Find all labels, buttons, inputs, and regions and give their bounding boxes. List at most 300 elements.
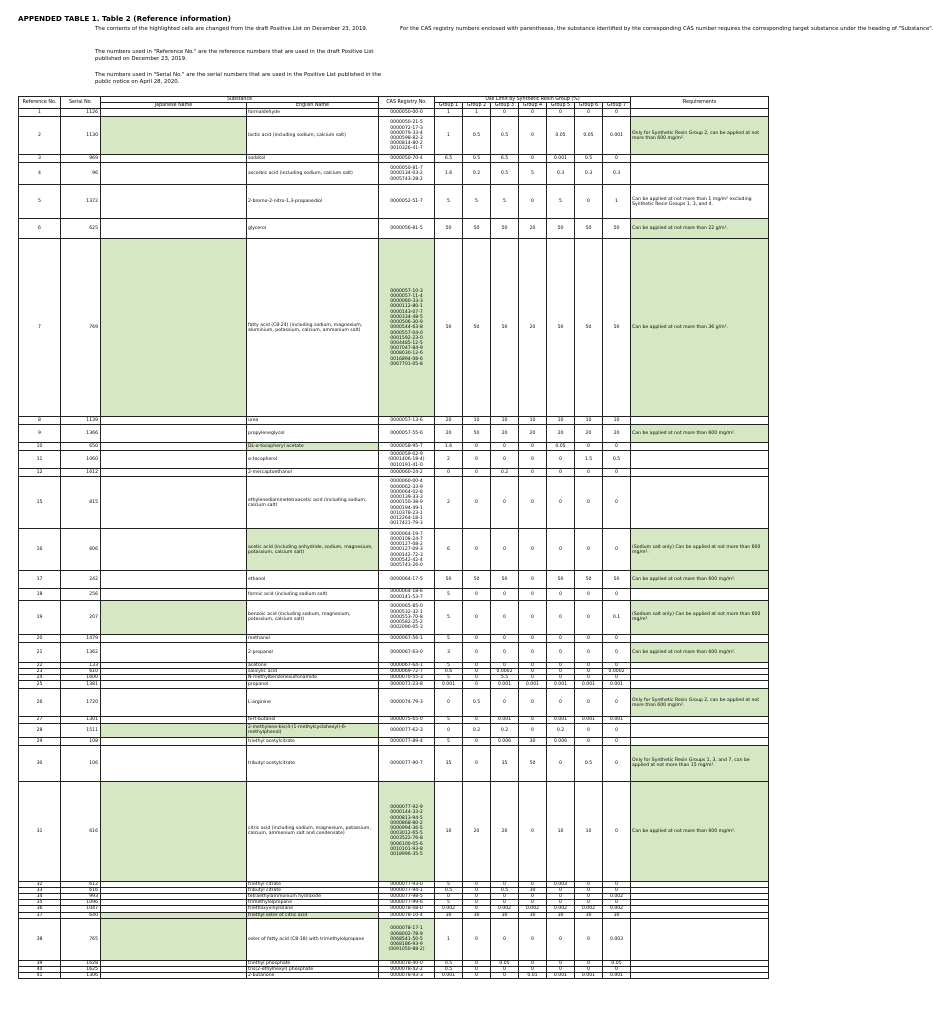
use-limit-group-1-cell: 0.5: [435, 887, 463, 893]
reference-no-cell: 37: [19, 912, 61, 918]
use-limit-group-4-cell: 0: [519, 662, 547, 668]
reference-no-cell: 23: [19, 669, 61, 675]
english-name-cell: ascorbic acid (including sodium, calcium salt): [247, 163, 379, 185]
english-name-cell: sorbitol: [247, 155, 379, 163]
table-row: [19, 918, 769, 960]
english-name-cell: N-methylbenzenesulfonamide: [247, 675, 379, 681]
requirements-cell: Can be applied at not more than 600 mg/m².: [631, 571, 769, 589]
use-limit-group-6-cell: 0.002: [575, 906, 603, 912]
use-limit-group-6-cell: 0.5: [575, 745, 603, 781]
use-limit-group-2-cell: 0: [463, 900, 491, 906]
table-row: [19, 571, 769, 589]
requirements-cell: Can be applied at not more than 600 mg/m².: [631, 642, 769, 662]
use-limit-group-6-cell: 0: [575, 469, 603, 477]
use-limit-group-3-cell: 0: [491, 443, 519, 451]
use-limit-group-5-cell: 0: [547, 477, 575, 529]
use-limit-group-6-cell: 20: [575, 425, 603, 443]
use-limit-group-2-cell: 0: [463, 881, 491, 887]
reference-no-cell: 33: [19, 887, 61, 893]
serial-no-cell: 1047: [61, 906, 101, 912]
use-limit-group-7-cell: 0.001: [603, 973, 631, 979]
use-limit-group-4-cell: 0: [519, 642, 547, 662]
serial-no-cell: 106: [61, 745, 101, 781]
use-limit-group-1-cell: 2: [435, 477, 463, 529]
use-limit-group-5-cell: 0: [547, 900, 575, 906]
use-limit-group-5-cell: 0.002: [547, 906, 575, 912]
use-limit-group-4-cell: 0.002: [519, 906, 547, 912]
use-limit-group-6-cell: 1.5: [575, 451, 603, 469]
use-limit-group-2-cell: 0: [463, 443, 491, 451]
english-name-cell: acetone: [247, 662, 379, 668]
cas-registry-no-cell: 0000078-40-0: [379, 960, 435, 966]
header-use-limit: Use Limit by Synthetic Resin Group (%): [435, 97, 631, 103]
requirements-cell: Can be applied at not more than 22 g/m².: [631, 219, 769, 239]
japanese-name-cell: [101, 185, 247, 219]
use-limit-group-5-cell: 10: [547, 781, 575, 881]
use-limit-group-1-cell: 5: [435, 589, 463, 600]
requirements-cell: [631, 634, 769, 642]
use-limit-group-7-cell: 0: [603, 967, 631, 973]
reference-no-cell: 39: [19, 960, 61, 966]
use-limit-group-7-cell: 0.5: [603, 451, 631, 469]
use-limit-group-3-cell: 0: [491, 600, 519, 634]
table-row: [19, 589, 769, 600]
cas-registry-no-cell: 0000078-10-4: [379, 912, 435, 918]
cas-registry-no-cell: 0000050-81-7 0000134-03-2 0005743-28-2: [379, 163, 435, 185]
use-limit-group-3-cell: 20: [491, 425, 519, 443]
english-name-cell: 2-bromo-2-nitro-1,3-propanediol: [247, 185, 379, 219]
use-limit-group-1-cell: 20: [435, 425, 463, 443]
serial-no-cell: 993: [61, 894, 101, 900]
use-limit-group-7-cell: 0: [603, 723, 631, 737]
use-limit-group-4-cell: 50: [519, 745, 547, 781]
use-limit-group-6-cell: 50: [575, 219, 603, 239]
use-limit-group-7-cell: 0: [603, 675, 631, 681]
table-row: [19, 600, 769, 634]
table-row: [19, 425, 769, 443]
use-limit-group-7-cell: 0: [603, 469, 631, 477]
cas-registry-no-cell: 0000077-92-9 0000144-33-2 0000813-94-5 0000868-80-2 0000994-36-5 0003012-65-5 0003522-76-8 0006100-05-6 0010101-93-8 0018996-35-5: [379, 781, 435, 881]
serial-no-cell: 625: [61, 219, 101, 239]
serial-no-cell: 1479: [61, 634, 101, 642]
table-row: [19, 477, 769, 529]
use-limit-group-7-cell: 0.002: [603, 894, 631, 900]
requirements-cell: [631, 973, 769, 979]
use-limit-group-7-cell: 0: [603, 109, 631, 117]
english-name-cell: tert-butanol: [247, 717, 379, 723]
serial-no-cell: 1096: [61, 900, 101, 906]
english-name-cell: triethyl ester of citric acid: [247, 912, 379, 918]
use-limit-group-5-cell: 0: [547, 529, 575, 571]
use-limit-group-7-cell: 0: [603, 689, 631, 717]
reference-no-cell: 25: [19, 681, 61, 689]
table-row: [19, 781, 769, 881]
note-cas-parentheses: For the CAS registry numbers enclosed with parentheses, the substance identified by the corresponding CAS number requires the corresponding target substance under the heading of "Substance".: [400, 26, 933, 32]
use-limit-group-3-cell: 0: [491, 589, 519, 600]
use-limit-group-5-cell: 0: [547, 642, 575, 662]
use-limit-group-2-cell: 0: [463, 973, 491, 979]
use-limit-group-3-cell: 0.001: [491, 681, 519, 689]
serial-no-cell: 606: [61, 529, 101, 571]
use-limit-group-7-cell: 0: [603, 634, 631, 642]
use-limit-group-5-cell: 0: [547, 745, 575, 781]
use-limit-group-7-cell: 0.002: [603, 906, 631, 912]
use-limit-group-7-cell: 50: [603, 239, 631, 417]
use-limit-group-6-cell: 0: [575, 185, 603, 219]
serial-no-cell: 1130: [61, 117, 101, 155]
cas-registry-no-cell: 0000077-62-3: [379, 723, 435, 737]
use-limit-group-3-cell: 0.2: [491, 723, 519, 737]
table-row: [19, 155, 769, 163]
table-row: [19, 529, 769, 571]
cas-registry-no-cell: 0000057-55-6: [379, 425, 435, 443]
table-row: [19, 163, 769, 185]
cas-registry-no-cell: 0000060-24-2: [379, 469, 435, 477]
use-limit-group-2-cell: 20: [463, 781, 491, 881]
serial-no-cell: 769: [61, 239, 101, 417]
use-limit-group-2-cell: 0: [463, 662, 491, 668]
header-group-2: Group 2: [463, 103, 491, 109]
serial-no-cell: 616: [61, 887, 101, 893]
use-limit-group-4-cell: 0: [519, 600, 547, 634]
serial-no-cell: 969: [61, 155, 101, 163]
use-limit-group-1-cell: 0.002: [435, 906, 463, 912]
use-limit-group-5-cell: 0.003: [547, 881, 575, 887]
cas-registry-no-cell: 0000064-18-6 0000141-53-7: [379, 589, 435, 600]
reference-no-cell: 3: [19, 155, 61, 163]
header-group-5: Group 5: [547, 103, 575, 109]
use-limit-group-2-cell: 0.2: [463, 723, 491, 737]
reference-no-cell: 12: [19, 469, 61, 477]
use-limit-group-3-cell: 0: [491, 967, 519, 973]
serial-no-cell: 1306: [61, 973, 101, 979]
reference-no-cell: 8: [19, 417, 61, 425]
use-limit-group-6-cell: 0: [575, 887, 603, 893]
use-limit-group-4-cell: 0: [519, 451, 547, 469]
use-limit-group-4-cell: 0: [519, 117, 547, 155]
english-name-cell: formaldehyde: [247, 109, 379, 117]
use-limit-group-5-cell: 50: [547, 571, 575, 589]
use-limit-group-7-cell: 0: [603, 155, 631, 163]
english-name-cell: triethoxyvinylsilane: [247, 906, 379, 912]
header-group-7: Group 7: [603, 103, 631, 109]
english-name-cell: tris(2-ethylhexyl) phosphate: [247, 967, 379, 973]
japanese-name-cell: [101, 477, 247, 529]
use-limit-group-5-cell: 0: [547, 675, 575, 681]
document-title: APPENDED TABLE 1. Table 2 (Reference information): [18, 14, 231, 23]
header-group-6: Group 6: [575, 103, 603, 109]
use-limit-group-6-cell: 0: [575, 600, 603, 634]
requirements-cell: Can be applied at not more than 1 mg/m² excluding Synthetic Resin Groups 1, 3, and 4.: [631, 185, 769, 219]
use-limit-group-1-cell: 0: [435, 894, 463, 900]
use-limit-group-3-cell: 0.002: [491, 906, 519, 912]
use-limit-group-2-cell: 0: [463, 960, 491, 966]
cas-registry-no-cell: 0000064-17-5: [379, 571, 435, 589]
cas-registry-no-cell: 0000052-51-7: [379, 185, 435, 219]
serial-no-cell: 610: [61, 669, 101, 675]
requirements-cell: (Sodium salt only) Can be applied at not more than 600 mg/m².: [631, 529, 769, 571]
japanese-name-cell: [101, 689, 247, 717]
header-serial-no: Serial No.: [61, 97, 101, 109]
requirements-cell: [631, 681, 769, 689]
use-limit-group-6-cell: 0: [575, 967, 603, 973]
use-limit-group-7-cell: 0.001: [603, 717, 631, 723]
cas-registry-no-cell: 0000077-98-5: [379, 894, 435, 900]
use-limit-group-4-cell: 30: [519, 912, 547, 918]
use-limit-group-6-cell: 50: [575, 571, 603, 589]
use-limit-group-4-cell: 0: [519, 960, 547, 966]
use-limit-group-1-cell: 5: [435, 600, 463, 634]
use-limit-group-2-cell: 5: [463, 185, 491, 219]
use-limit-group-7-cell: 0: [603, 662, 631, 668]
use-limit-group-2-cell: 0.5: [463, 117, 491, 155]
use-limit-group-5-cell: 0: [547, 967, 575, 973]
reference-no-cell: 2: [19, 117, 61, 155]
use-limit-group-7-cell: 0: [603, 443, 631, 451]
use-limit-group-1-cell: 35: [435, 745, 463, 781]
use-limit-group-2-cell: 0: [463, 681, 491, 689]
serial-no-cell: 1511: [61, 723, 101, 737]
reference-no-cell: 32: [19, 881, 61, 887]
use-limit-group-1-cell: 5: [435, 662, 463, 668]
reference-no-cell: 35: [19, 900, 61, 906]
use-limit-group-7-cell: 0.1: [603, 600, 631, 634]
use-limit-group-3-cell: 0: [491, 900, 519, 906]
use-limit-group-6-cell: 0: [575, 881, 603, 887]
serial-no-cell: 1301: [61, 717, 101, 723]
use-limit-group-1-cell: 50: [435, 239, 463, 417]
english-name-cell: acetic acid (including anhydride, sodium, magnesium, potassium, calcium salt): [247, 529, 379, 571]
english-name-cell: triethyl acetylcitrate: [247, 737, 379, 745]
use-limit-group-3-cell: 0: [491, 109, 519, 117]
use-limit-group-1-cell: 1: [435, 109, 463, 117]
use-limit-group-6-cell: 0: [575, 669, 603, 675]
use-limit-group-2-cell: 50: [463, 425, 491, 443]
requirements-cell: Can be applied at not more than 600 mg/m².: [631, 781, 769, 881]
english-name-cell: 2-butanone: [247, 973, 379, 979]
use-limit-group-1-cell: 0.001: [435, 973, 463, 979]
requirements-cell: (Sodium salt only) Can be applied at not more than 600 mg/m².: [631, 600, 769, 634]
use-limit-group-4-cell: 0: [519, 634, 547, 642]
table-row: [19, 634, 769, 642]
table-row: [19, 689, 769, 717]
use-limit-group-5-cell: 0.05: [547, 443, 575, 451]
table-row: [19, 239, 769, 417]
use-limit-group-6-cell: 0: [575, 900, 603, 906]
use-limit-group-7-cell: 0.05: [603, 960, 631, 966]
cas-registry-no-cell: 0000078-08-0: [379, 906, 435, 912]
use-limit-group-5-cell: 0: [547, 451, 575, 469]
header-english-name: English Name: [247, 103, 379, 109]
use-limit-group-5-cell: 30: [547, 912, 575, 918]
use-limit-group-3-cell: 0.001: [491, 717, 519, 723]
english-name-cell: 2-methylene-bis(4-(1-methylcyclohexyl)-6-methylphenol): [247, 723, 379, 737]
use-limit-group-6-cell: 0.001: [575, 717, 603, 723]
cas-registry-no-cell: 0000078-93-3: [379, 973, 435, 979]
requirements-cell: Can be applied at not more than 36 g/m².: [631, 239, 769, 417]
use-limit-group-1-cell: 6: [435, 529, 463, 571]
use-limit-group-4-cell: 0: [519, 900, 547, 906]
serial-no-cell: 815: [61, 477, 101, 529]
table-row: [19, 185, 769, 219]
table-row: [19, 219, 769, 239]
serial-no-cell: 1126: [61, 109, 101, 117]
english-name-cell: 2-mercaptoethanol: [247, 469, 379, 477]
cas-registry-no-cell: 0000077-93-0: [379, 881, 435, 887]
use-limit-group-6-cell: 0: [575, 634, 603, 642]
use-limit-group-5-cell: 10: [547, 417, 575, 425]
japanese-name-cell: [101, 745, 247, 781]
cas-registry-no-cell: 0000060-00-4 0000062-33-9 0000064-02-8 0000139-33-3 0000150-38-9 0000194-49-1 0010378-23-1 0012264-18-1 0017421-79-3: [379, 477, 435, 529]
header-requirements: Requirements: [631, 97, 769, 109]
reference-no-cell: 20: [19, 634, 61, 642]
use-limit-group-1-cell: 50: [435, 219, 463, 239]
serial-no-cell: 1381: [61, 681, 101, 689]
use-limit-group-1-cell: 2: [435, 451, 463, 469]
use-limit-group-6-cell: 0: [575, 662, 603, 668]
table-row: [19, 443, 769, 451]
use-limit-group-3-cell: 10: [491, 417, 519, 425]
use-limit-group-6-cell: 0: [575, 689, 603, 717]
use-limit-group-3-cell: 0: [491, 973, 519, 979]
use-limit-group-1-cell: 5: [435, 881, 463, 887]
use-limit-group-2-cell: 0.5: [463, 689, 491, 717]
use-limit-group-4-cell: 0: [519, 918, 547, 960]
serial-no-cell: 612: [61, 881, 101, 887]
cas-registry-no-cell: 0000070-55-3: [379, 675, 435, 681]
reference-no-cell: 28: [19, 723, 61, 737]
use-limit-group-3-cell: 5.5: [491, 675, 519, 681]
reference-no-cell: 22: [19, 662, 61, 668]
use-limit-group-1-cell: 5: [435, 675, 463, 681]
use-limit-group-6-cell: 0: [575, 589, 603, 600]
english-name-cell: urea: [247, 417, 379, 425]
use-limit-group-7-cell: 0: [603, 887, 631, 893]
reference-no-cell: 4: [19, 163, 61, 185]
use-limit-group-5-cell: 20: [547, 425, 575, 443]
use-limit-group-4-cell: 0: [519, 689, 547, 717]
use-limit-group-6-cell: 0: [575, 737, 603, 745]
use-limit-group-6-cell: 0.05: [575, 117, 603, 155]
substance-table: [18, 96, 769, 979]
use-limit-group-7-cell: 0: [603, 900, 631, 906]
use-limit-group-5-cell: 0: [547, 960, 575, 966]
use-limit-group-4-cell: 5: [519, 163, 547, 185]
use-limit-group-3-cell: 0.006: [491, 737, 519, 745]
use-limit-group-1-cell: 1: [435, 117, 463, 155]
use-limit-group-6-cell: 0: [575, 529, 603, 571]
use-limit-group-5-cell: 0: [547, 109, 575, 117]
use-limit-group-3-cell: 0: [491, 477, 519, 529]
use-limit-group-3-cell: 0.05: [491, 960, 519, 966]
use-limit-group-1-cell: 1.6: [435, 163, 463, 185]
english-name-cell: tributyl acetylcitrate: [247, 745, 379, 781]
use-limit-group-6-cell: 30: [575, 912, 603, 918]
requirements-cell: [631, 737, 769, 745]
use-limit-group-1-cell: 6.5: [435, 155, 463, 163]
reference-no-cell: 41: [19, 973, 61, 979]
table-row: [19, 973, 769, 979]
japanese-name-cell: [101, 918, 247, 960]
use-limit-group-4-cell: 20: [519, 239, 547, 417]
cas-registry-no-cell: 0000078-17-1 0068002-78-9 0068541-50-5 0068186-93-9 (0091050-88-2): [379, 918, 435, 960]
table-row: [19, 737, 769, 745]
use-limit-group-4-cell: 30: [519, 887, 547, 893]
cas-registry-no-cell: 0000059-02-9 (0001406-18-4) 0010191-41-0: [379, 451, 435, 469]
use-limit-group-1-cell: 3: [435, 642, 463, 662]
use-limit-group-4-cell: 0: [519, 717, 547, 723]
use-limit-group-7-cell: 0: [603, 642, 631, 662]
cas-registry-no-cell: 0000075-65-0: [379, 717, 435, 723]
serial-no-cell: 96: [61, 163, 101, 185]
cas-registry-no-cell: 0000050-70-4: [379, 155, 435, 163]
use-limit-group-5-cell: 0: [547, 589, 575, 600]
table-body: [19, 109, 769, 979]
english-name-cell: L-arginine: [247, 689, 379, 717]
use-limit-group-1-cell: 0.001: [435, 681, 463, 689]
reference-no-cell: 1: [19, 109, 61, 117]
reference-no-cell: 5: [19, 185, 61, 219]
use-limit-group-3-cell: 0: [491, 642, 519, 662]
use-limit-group-5-cell: 0.2: [547, 723, 575, 737]
cas-registry-no-cell: 0000077-94-1: [379, 887, 435, 893]
use-limit-group-4-cell: 0: [519, 894, 547, 900]
english-name-cell: formic acid (including sodium salt): [247, 589, 379, 600]
cas-registry-no-cell: 0000077-99-6: [379, 900, 435, 906]
requirements-cell: [631, 443, 769, 451]
use-limit-group-6-cell: 0.001: [575, 681, 603, 689]
use-limit-group-3-cell: 0: [491, 689, 519, 717]
header-group-4: Group 4: [519, 103, 547, 109]
use-limit-group-5-cell: 0: [547, 887, 575, 893]
use-limit-group-4-cell: 30: [519, 737, 547, 745]
reference-no-cell: 10: [19, 443, 61, 451]
use-limit-group-1-cell: 5: [435, 900, 463, 906]
use-limit-group-3-cell: 0: [491, 662, 519, 668]
use-limit-group-5-cell: 0: [547, 918, 575, 960]
cas-registry-no-cell: 0000056-81-5: [379, 219, 435, 239]
serial-no-cell: 1600: [61, 675, 101, 681]
use-limit-group-7-cell: 20: [603, 425, 631, 443]
use-limit-group-5-cell: 5: [547, 185, 575, 219]
japanese-name-cell: [101, 469, 247, 477]
japanese-name-cell: [101, 781, 247, 881]
use-limit-group-6-cell: 0: [575, 723, 603, 737]
use-limit-group-7-cell: 0.001: [603, 117, 631, 155]
english-name-cell: triethyl phosphate: [247, 960, 379, 966]
cas-registry-no-cell: 0000077-90-7: [379, 745, 435, 781]
use-limit-group-3-cell: 0: [491, 894, 519, 900]
cas-registry-no-cell: 0000058-95-7: [379, 443, 435, 451]
use-limit-group-4-cell: 0: [519, 109, 547, 117]
use-limit-group-6-cell: 10: [575, 781, 603, 881]
use-limit-group-7-cell: 1: [603, 185, 631, 219]
use-limit-group-2-cell: 0.2: [463, 163, 491, 185]
requirements-cell: [631, 417, 769, 425]
cas-registry-no-cell: 0000071-23-8: [379, 681, 435, 689]
english-name-cell: DL-α-tocopheryl acetate: [247, 443, 379, 451]
use-limit-group-6-cell: 0.001: [575, 973, 603, 979]
japanese-name-cell: [101, 723, 247, 737]
japanese-name-cell: [101, 681, 247, 689]
use-limit-group-7-cell: 0.001: [603, 681, 631, 689]
reference-no-cell: 9: [19, 425, 61, 443]
use-limit-group-1-cell: 1.6: [435, 443, 463, 451]
use-limit-group-2-cell: 0: [463, 737, 491, 745]
serial-no-cell: 1366: [61, 425, 101, 443]
use-limit-group-3-cell: 50: [491, 571, 519, 589]
use-limit-group-7-cell: 0.3: [603, 163, 631, 185]
